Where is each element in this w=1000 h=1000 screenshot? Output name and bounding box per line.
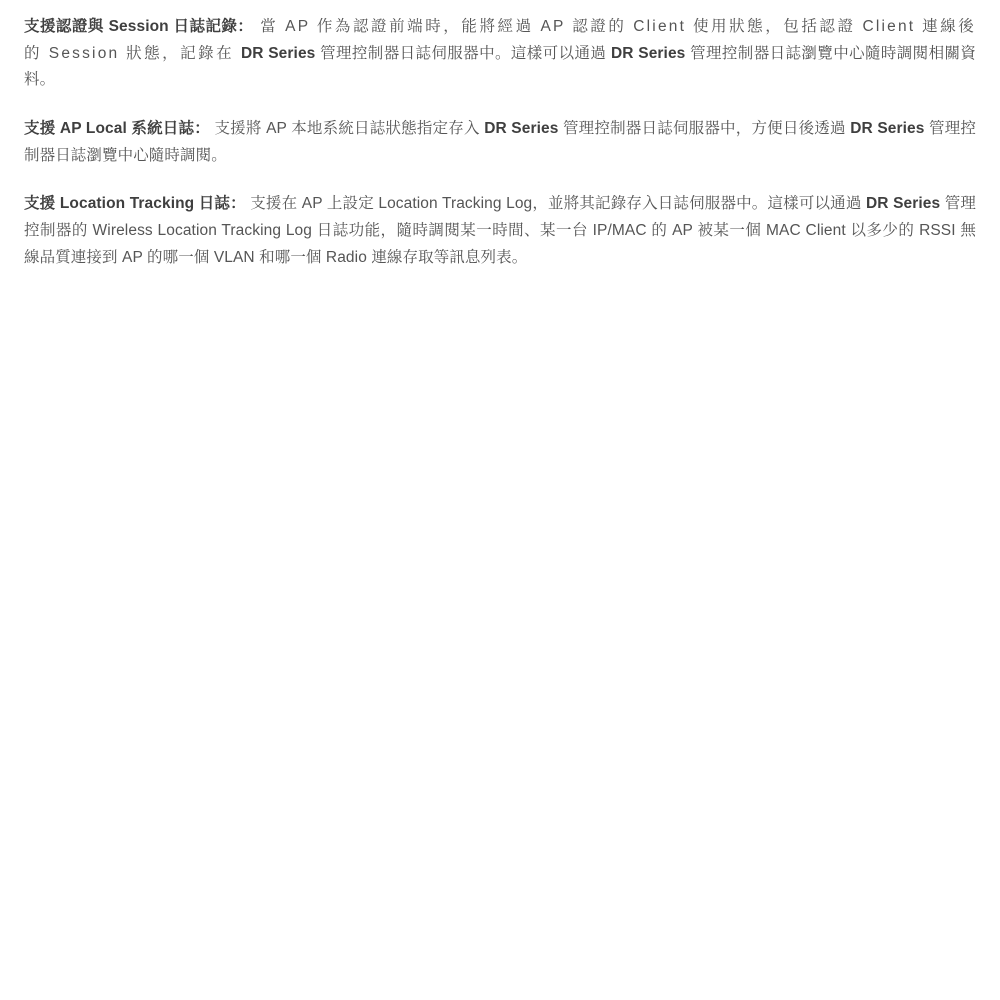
paragraph-text: 管理控制器日誌伺服器中。這樣可以通過 xyxy=(315,44,611,62)
term-dr-series: DR Series xyxy=(240,44,316,62)
paragraph-ap-local-syslog xyxy=(24,116,976,169)
term-dr-series: DR Series xyxy=(866,195,941,213)
term-dr-series: DR Series xyxy=(850,119,925,137)
term-dr-series: DR Series xyxy=(484,119,559,137)
paragraph-lead: 支援認證與 Session 日誌記錄： xyxy=(24,18,254,35)
paragraph-text: 管理控制器日誌瀏覽中心隨時調閱。 xyxy=(24,119,976,164)
term-dr-series: DR Series xyxy=(610,44,686,62)
paragraph-text: 支援將 AP 本地系統日誌狀態指定存入 xyxy=(209,119,485,137)
paragraph-text: 管理控制器日誌伺服器中，方便日後透過 xyxy=(558,119,851,137)
paragraph-lead: 支援 Location Tracking 日誌： xyxy=(24,195,246,213)
paragraph-session-log xyxy=(24,14,976,94)
paragraph-text: 管理控制器日誌瀏覽中心隨時調閱相關資料。 xyxy=(24,44,976,89)
paragraph-lead: 支援 AP Local 系統日誌： xyxy=(24,119,210,137)
paragraph-text: 支援在 AP 上設定 Location Tracking Log，並將其記錄存入日誌伺服器中。這樣可以通過 xyxy=(245,195,867,213)
paragraph-location-tracking-log xyxy=(24,191,976,271)
paragraph-text: 當 AP 作為認證前端時，能將經過 AP 認證的 Client 使用狀態，包括認證 Client 連線後的 Session 狀態，記錄在 xyxy=(24,18,976,62)
paragraph-text: 管理控制器的 Wireless Location Tracking Log 日誌功能，隨時調閱某一時間、某一台 IP/MAC 的 AP 被某一個 MAC Client 以多少的 RSSI 無線品質連接到 AP 的哪一個 VLAN 和哪一個 Radio 連線存取等訊息列表。 xyxy=(24,195,976,266)
